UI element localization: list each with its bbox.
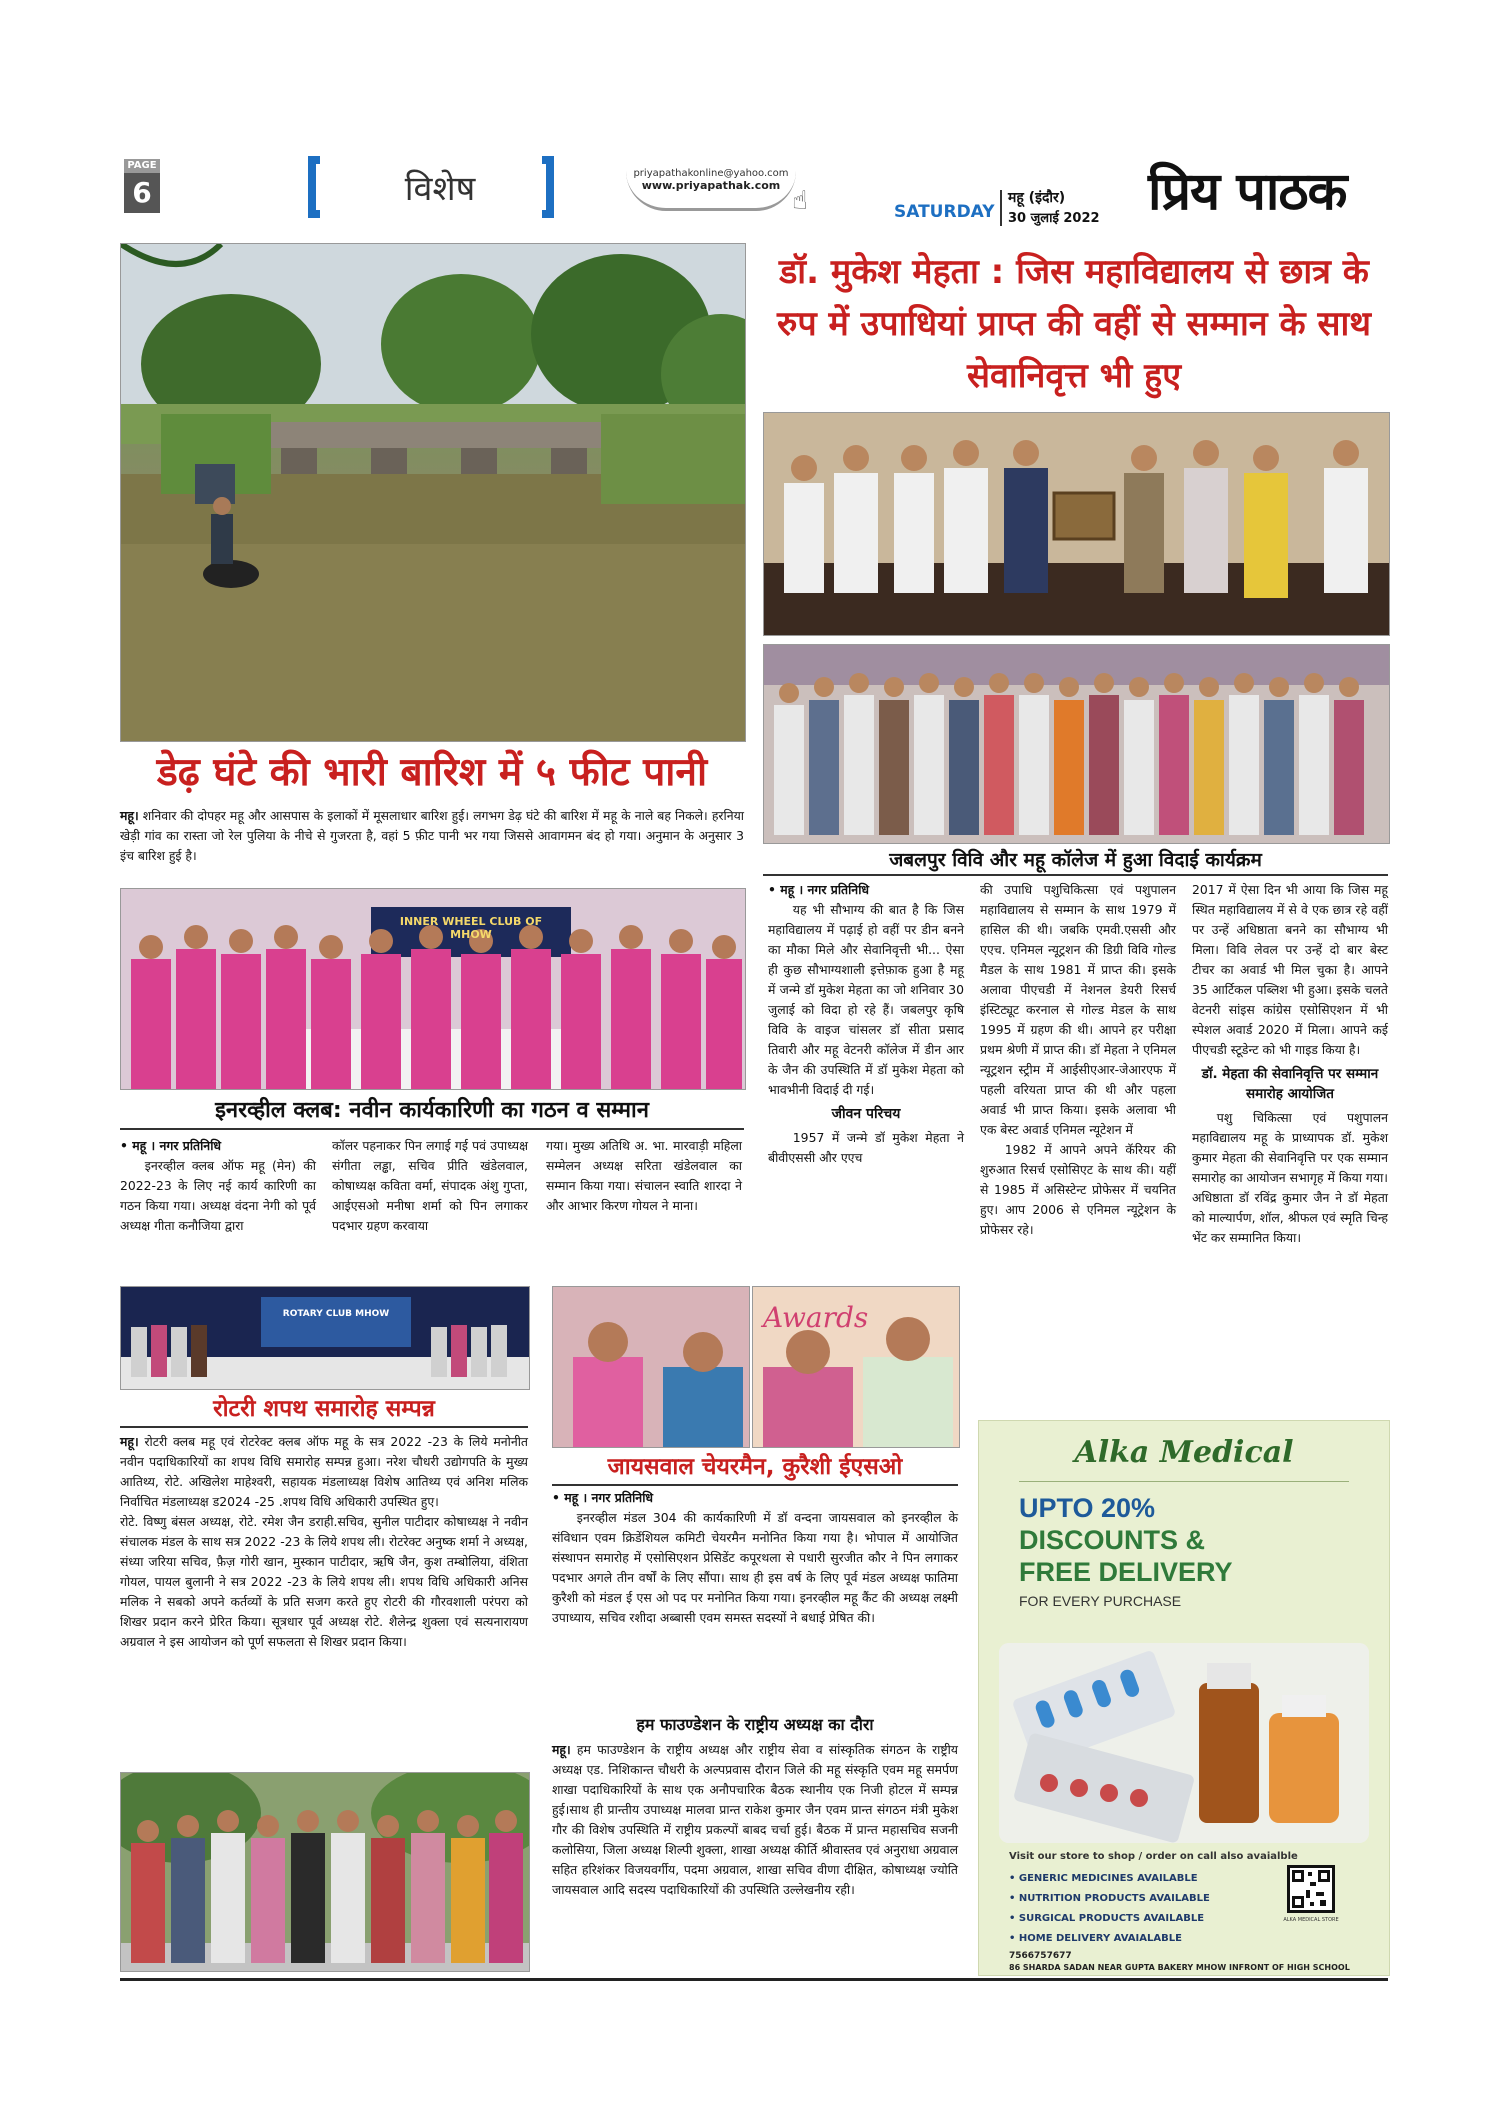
section-title: विशेष [404, 169, 476, 209]
rotary-banner: ROTARY CLUB MHOW [282, 1309, 390, 1319]
jaiswal-photo-1 [552, 1286, 750, 1448]
innerwheel-photo [120, 888, 746, 1090]
group-illustration [764, 645, 1389, 843]
jaiswal-text: इनरव्हील मंडल 304 की कार्यकारिणी में डॉ वन्दना जायसवाल को इनरव्हील के संविधान एवम क्रिडेंशियल कमिटी चेयरमैन मनोनित किया गया है। भोपाल में आयोजित संस्थापन समारोह में एसोसिएशन प्रेसिडेंट कपूरथला से पधारी सुरजीत कौर ने पिन लगाकर पदभार अगले तीन वर्षों के लिए सौंपा। साथ ही इस वर्ष के लिए पूर्व मंडल अध्यक्ष फातिमा कुरैशी को मंडल ई एस ओ पद पर मनोनित किया गया। इनरव्हील महू कैंट की अध्यक्ष लक्ष्मी उपाध्याय, सचिव रशीदा अब्बासी एवम समस्त सदस्यों ने बधाई प्रेषित की। [552, 1510, 958, 1625]
rotary-body [120, 1432, 528, 1652]
mehta-col1-after: 1957 में जन्मे डॉ मुकेश मेहता ने बीवीएससी और एएच [768, 1130, 964, 1165]
foundation-illustration [121, 1773, 529, 1971]
jaiswal-byline: • महू । नगर प्रतिनिधि [552, 1490, 654, 1505]
flood-photo [120, 243, 746, 742]
ad-qr-label: ALKA MEDICAL STORE [1283, 1917, 1339, 1923]
mehta-col1 [768, 880, 964, 1168]
innerwheel-col1-text: इनरव्हील क्लब ऑफ महू (मेन) की 2022-23 के लिए नई कार्य कारिणी का गठन किया गया। अध्यक्ष वंदना नेगी को पूर्व अध्यक्ष गीता कनौजिया द्वारा [120, 1158, 316, 1233]
ad-bullet-generic: • GENERIC MEDICINES AVAILABLE [1009, 1873, 1198, 1884]
ad-address: 86 SHARDA SADAN NEAR GUPTA BAKERY MHOW INFRONT OF HIGH SCHOOL [1009, 1963, 1350, 1972]
ad-line1: UPTO 20% [1019, 1493, 1156, 1523]
page-number: 6 [124, 173, 160, 213]
mehta-col1-text: यह भी सौभाग्य की बात है कि जिस महाविद्यालय में पढ़ाई हो वहीं पर डीन बनने का मौका मिले और सेवानिवृत्ती भी... ऐसा ही कुछ सौभाग्यशाली इत्तेफ़ाक हुआ है महू में जन्मे डॉ मुकेश मेहता का जो शनिवार 30 जुलाई को विदा हो रहे हैं। जबलपुर कृषि विवि के वाइज चांसलर डॉ सीता प्रसाद तिवारी और महू वेटनरी कॉलेज में डीन आर के जैन की उपस्थिति में डॉ मुकेश मेहता को भावभीनी विदाई दी गई। [768, 902, 964, 1097]
mehta-subhead-life: जीवन परिचय [831, 1106, 901, 1122]
mehta-headline: डॉ. मुकेश मेहता : जिस महाविद्यालय से छात्र के रुप में उपाधियां प्राप्त की वहीं से सम्मान के साथ सेवानिवृत्त भी हुए [777, 252, 1371, 396]
jaiswal-photo-2 [752, 1286, 960, 1448]
mehta-col3-after: पशु चिकित्सा एवं पशुपालन महाविद्यालय महू के प्राध्यापक डॉ. मुकेश कुमार मेहता की सेवानिवृत्ति पर एक सम्मान समारोह का आयोजन सभागृह में किया गया। अधिष्ठाता डॉ रविंद्र कुमार जैन ने डॉ मेहता को माल्यार्पण, शॉल, श्रीफल एवं स्मृति चिन्ह भेंट कर सम्मानित किया। [1192, 1110, 1388, 1245]
bottom-rule [120, 1978, 1388, 1981]
jaiswal-body [552, 1488, 958, 1628]
mehta-subhead-retire: डॉ. मेहता की सेवानिवृत्ति पर सम्मान समारोह आयोजित [1201, 1066, 1379, 1102]
day-label: SATURDAY [894, 202, 995, 222]
mehta-col3-text: 2017 में ऐसा दिन भी आया कि जिस महू स्थित महाविद्यालय में से वे एक छात्र रहे वहीं पर उन्हें अधिष्ठाता बनने का सौभाग्य भी मिला। विवि लेवल पर उन्हें दो बार बेस्ट टीचर का अवार्ड भी मिल चुका है। आपने 35 आर्टिकल पब्लिश भी हुआ। इसके चलते वेटनरी सांइस कांग्रेस एसोसिएशन में भी स्पेशल अवार्ड 2020 में मिला। आपने कई पीएचडी स्टूडेन्ट को भी गाइड किया है। [1192, 882, 1388, 1057]
ad-bullets [1009, 1869, 1269, 1949]
ad-sub: FOR EVERY PURCHASE [1019, 1593, 1182, 1609]
ad-line2: DISCOUNTS & [1019, 1525, 1206, 1555]
innerwheel-col2-text: कॉलर पहनाकर पिन लगाई गई पवं उपाध्यक्ष संगीता लड्ढा, सचिव प्रीति खंडेलवाल, कोषाध्यक्ष कविता वर्मा, संपादक अंशु गुप्ता, आईएसओ मनीषा शर्मा को पिन लगाकर पदभार ग्रहण करवाया [332, 1138, 528, 1233]
foundation-dateline: महू। [552, 1742, 571, 1757]
rain-headline: डेढ़ घंटे की भारी बारिश में ५ फीट पानी [156, 750, 708, 795]
page-badge [124, 159, 160, 213]
rotary-photo [120, 1286, 530, 1390]
mehta-byline: • महू । नगर प्रतिनिधि [768, 882, 870, 897]
rotary-dateline: महू। [120, 1434, 139, 1449]
section-bracket-right [542, 156, 554, 218]
alka-medical-ad[interactable] [978, 1420, 1390, 1976]
rotary-text1: रोटरी क्लब महू एवं रोटरेक्ट क्लब ऑफ महू के सत्र 2022 -23 के लिये मनोनीत नवीन पदाधिकारियों का शपथ विधि समारोह सम्पन्न हुआ। नरेश चौधरी उद्योगपति के मुख्य आतिथ्य, रोटे. अखिलेश माहेश्वरी, सहायक मंडलाध्यक्ष विशेष आतिथ्य एवं अनिश मलिक निर्वाचित मंडलाध्यक्ष ड2024 -25 .शपथ विधि अधिकारी उपस्थित हुए। [120, 1434, 528, 1509]
qr-code-icon[interactable] [1287, 1865, 1335, 1913]
ad-brand: Alka Medical [1074, 1435, 1294, 1470]
foundation-headline: हम फाउण्डेशन के राष्ट्रीय अध्यक्ष का दौरा [636, 1715, 874, 1734]
flood-illustration [121, 244, 745, 741]
ad-brand-underline [1019, 1481, 1349, 1482]
page-label: PAGE [124, 159, 160, 173]
mehta-award-photo [763, 412, 1390, 636]
date-divider [1000, 190, 1002, 226]
medicine-illustration [999, 1643, 1369, 1843]
ad-bullet-delivery: • HOME DELIVERY AVAIALABLE [1009, 1933, 1182, 1944]
mehta-col2-text: की उपाधि पशुचिकित्सा एवं पशुपालन महाविद्यालय से सम्मान के साथ 1979 में हासिल की थी। जबकि एमवी.एससी और एएच. एनिमल न्यूट्रशन की डिग्री विवि गोल्ड मैडल के साथ 1981 में प्राप्त की। इसके अलावा पीएचडी में नेशनल डेयरी रिसर्च इंस्टिट्यूट करनाल से गोल्ड मेडल के साथ 1995 में ग्रहण की थी। आपने हर परीक्षा प्रथम श्रेणी में प्राप्त की। डॉ मेहता ने एनिमल न्यूट्रशन स्ट्रीम में आईसीएआर-जेआरएफ में पहली वरियता प्राप्त की थी और पहला अवार्ड भी प्राप्त किया। इसके अलावा भी एक बेस्ट अवार्ड एनिमल न्यूटेशन में [980, 882, 1176, 1137]
ad-line3: FREE DELIVERY [1019, 1557, 1233, 1587]
ad-bullet-surgical: • SURGICAL PRODUCTS AVAILABLE [1009, 1913, 1205, 1924]
award-illustration [764, 413, 1389, 635]
jaiswal-headline: जायसवाल चेयरमैन, कुरैशी ईएसओ [552, 1450, 958, 1486]
jaiswal-illustration-1 [553, 1287, 749, 1447]
mehta-caption: जबलपुर विवि और महू कॉलेज में हुआ विदाई कार्यक्रम [763, 846, 1388, 876]
email: priyapathakonline@yahoo.com [633, 168, 789, 179]
innerwheel-col3 [546, 1136, 742, 1216]
awards-banner: Awards [763, 1301, 869, 1334]
ad-medicine-image [999, 1643, 1369, 1843]
place-label: महू (इंदौर) [1008, 190, 1066, 206]
section-bracket-left [308, 156, 320, 218]
ad-visit: Visit our store to shop / order on call also avaialble [1009, 1851, 1298, 1862]
qr-pattern [1290, 1868, 1332, 1910]
date-label: 30 जुलाई 2022 [1008, 211, 1100, 226]
rain-body [120, 806, 744, 866]
mehta-group-photo [763, 644, 1390, 844]
contact-box [626, 168, 796, 211]
mehta-col3 [1192, 880, 1388, 1248]
innerwheel-headline: इनरव्हील क्लब: नवीन कार्यकारिणी का गठन व सम्मान [120, 1094, 744, 1130]
rotary-text2: रोटे. विष्णु बंसल अध्यक्ष, रोटे. रमेश जैन डराही.सचिव, सुनील पाटीदार कोषाध्यक्ष ने नवीन संचालक मंडल के साथ सत्र 2022 -23 के लिये शपथ ली। रोटरेक्ट अनुष्क शर्मा ने अध्यक्ष, संध्या जरिया सचिव, फ़ैज़ गोरी खान, मुस्कान पाटीदार, ऋषि जैन, कुश तम्बोलिया, वंशिता गोयल, पायल बुलानी ने सत्र 2022 -23 के लिये शपथ ली। शपथ विधि अधिकारी अनिस मलिक ने सबको अपने कर्तव्यों के प्रति सजग करते हुए रोटरी की गौरवशाली परंपरा को शिखर प्रदान करने प्रेरित किया। सूत्रधार पूर्व अध्यक्ष रोटे. शैलेन्द्र शुक्ला एवं सत्यनारायण अग्रवाल ने इस आयोजन को पूर्ण सफलता से शिखर प्रदान किया। [120, 1514, 528, 1649]
innerwheel-banner: INNER WHEEL CLUB OF MHOW [399, 915, 543, 941]
rain-text: शनिवार की दोपहर महू और आसपास के इलाकों में मूसलाधार बारिश हुई। लगभग डेढ़ घंटे की बारिश में महू के नाले बह निकले। हरनिया खेड़ी गांव का रास्ता जो रेल पुलिया के नीचे से गुजरता है, वहां 5 फ़ीट पानी भर गया जिससे आवागमन बंद हो गया। अनुमान के अनुसार 3 इंच बारिश हुई है। [120, 808, 744, 863]
foundation-text: हम फाउण्डेशन के राष्ट्रीय अध्यक्ष और राष्ट्रीय सेवा व सांस्कृतिक संगठन के राष्ट्रीय अध्यक्ष एड. निशिकान्त चौधरी के अल्पप्रवास दौरान जिले की महू संस्कृति एवम महू समर्पण शाखा पदाधिकारियों के साथ एक अनौपचारिक बैठक स्थानीय एक निजी होटल में सम्पन्न हुई।साथ ही प्रान्तीय उपाध्यक्ष मालवा प्रान्त राकेश कुमार जैन एवम प्रान्त संगठन मंत्री मुकेश गौर की विशेष उपस्थिति में राष्ट्रीय प्रकल्पों बाबद चर्चा हुई। बैठक में प्रान्त महासचिव सजनी कलोसिया, जिला अध्यक्ष शिल्पी शुक्ला, शाखा अध्यक्ष कीर्ति श्रीवास्तव एवं अनुराधा अग्रवाल सहित हरिशंकर विजयवर्गीय, पदमा अग्रवाल, शाखा सचिव वीणा दीक्षित, कोषाध्यक्ष ज्योति जायसवाल आदि सदस्य पदाधिकारियों की उपस्थिति उल्लेखनीय रही। [552, 1742, 958, 1897]
website: www.priyapathak.com [641, 179, 781, 192]
mehta-col2 [980, 880, 1176, 1240]
rotary-illustration [121, 1287, 529, 1389]
innerwheel-col1 [120, 1136, 316, 1236]
foundation-body [552, 1740, 958, 1900]
ad-phone: 7566757677 [1009, 1951, 1072, 1961]
foundation-group-photo [120, 1772, 530, 1972]
innerwheel-byline: • महू । नगर प्रतिनिधि [120, 1138, 222, 1153]
rain-dateline: महू। [120, 808, 139, 823]
ad-bullet-nutrition: • NUTRITION PRODUCTS AVAILABLE [1009, 1893, 1210, 1904]
innerwheel-col2 [332, 1136, 528, 1236]
mehta-col2-after: 1982 में आपने अपने कॅरियर की शुरुआत रिसर्च एसोसिएट के साथ की। यहीं से 1985 में असिस्टेन्ट प्रोफेसर में चयनित हुए। आप 2006 से एनिमल न्यूट्रेशन के प्रोफेसर रहे। [980, 1142, 1176, 1237]
masthead [0, 150, 1500, 230]
rotary-headline: रोटरी शपथ समारोह सम्पन्न [120, 1392, 528, 1428]
innerwheel-col3-text: गया। मुख्य अतिथि अ. भा. मारवाड़ी महिला सम्मेलन अध्यक्ष सरिता खंडेलवाल का सम्मान किया गया। संचालन स्वाति शारदा ने और आभार किरण गोयल ने माना। [546, 1138, 742, 1213]
pointer-hand-icon: ☝ [792, 186, 808, 216]
paper-name: प्रिय पाठक [1148, 162, 1347, 222]
